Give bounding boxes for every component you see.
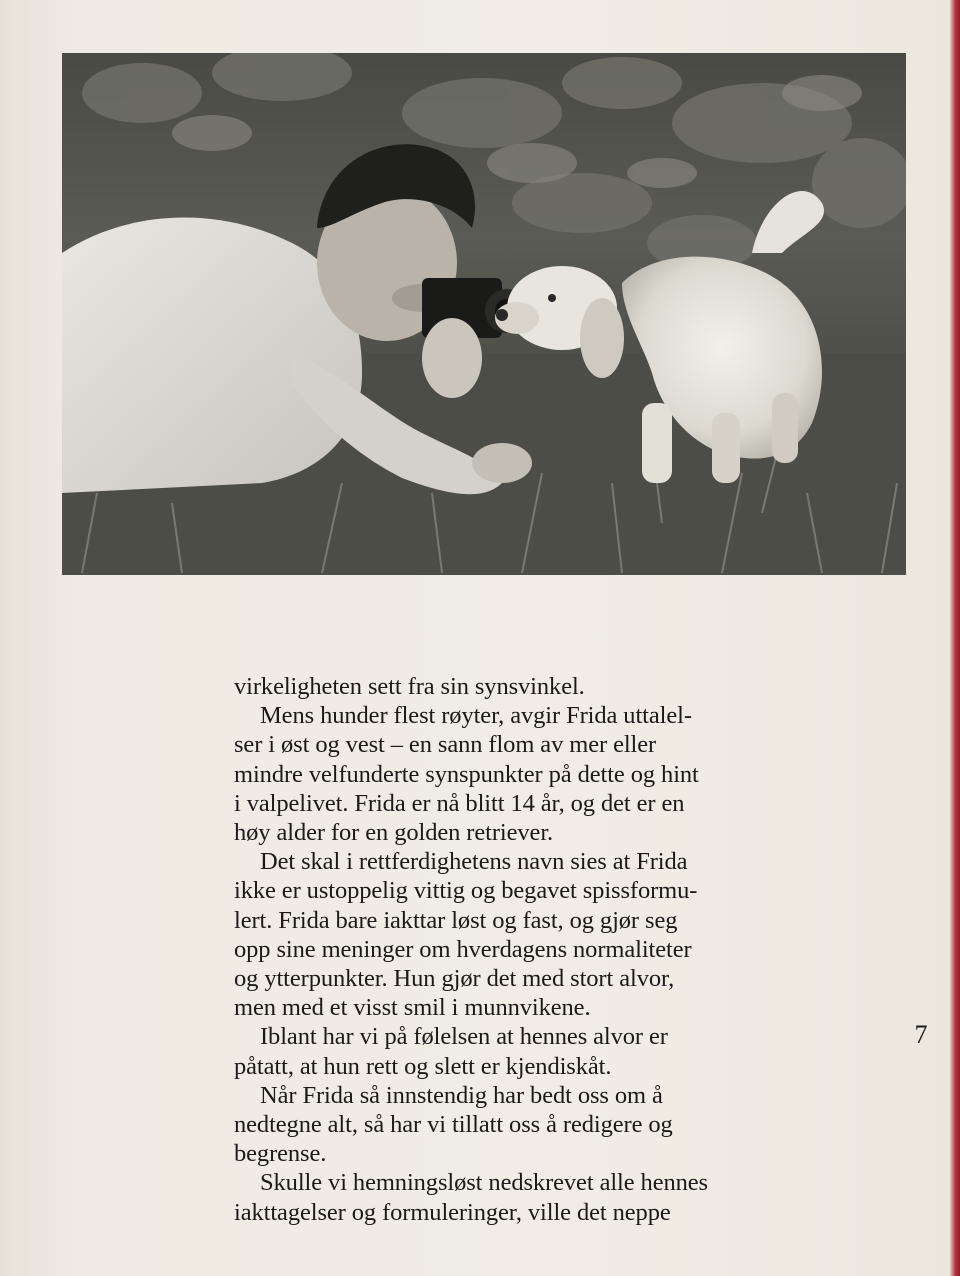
text-line: begrense. [234,1140,327,1168]
text-line: lert. Frida bare iakttar løst og fast, og gjør seg [234,906,678,934]
text-line: Mens hunder flest røyter, avgir Frida uttalel- [260,702,692,730]
text-line: høy alder for en golden retriever. [234,819,554,847]
text-line: i valpelivet. Frida er nå blitt 14 år, og det er en [234,789,685,817]
text-line: Når Frida så innstendig har bedt oss om å [260,1081,663,1109]
photograph-man-with-camera-and-puppy [62,53,906,575]
page-number: 7 [914,1020,928,1049]
body-text [234,672,774,1227]
adjacent-red-cover-edge [950,0,960,1276]
text-line: Iblant har vi på følelsen at hennes alvor er [260,1023,668,1051]
text-line: nedtegne alt, så har vi tillatt oss å redigere og [234,1111,673,1139]
text-line: opp sine meninger om hverdagens normaliteter [234,935,692,963]
text-line: ser i øst og vest – en sann flom av mer eller [234,731,657,759]
text-line: ikke er ustoppelig vittig og begavet spissformu- [234,877,698,905]
text-line: virkeligheten sett fra sin synsvinkel. [234,673,585,700]
text-line: og ytterpunkter. Hun gjør det med stort alvor, [234,965,675,993]
text-line: iakttagelser og formuleringer, ville det neppe [234,1198,671,1226]
text-line: Skulle vi hemningsløst nedskrevet alle hennes [260,1169,708,1197]
text-line: mindre velfunderte synspunkter på dette og hint [234,760,699,788]
text-line: men med et visst smil i munnvikene. [234,994,591,1022]
text-line: Det skal i rettferdighetens navn sies at Frida [260,848,688,876]
text-line: påtatt, at hun rett og slett er kjendiskåt. [234,1052,612,1080]
